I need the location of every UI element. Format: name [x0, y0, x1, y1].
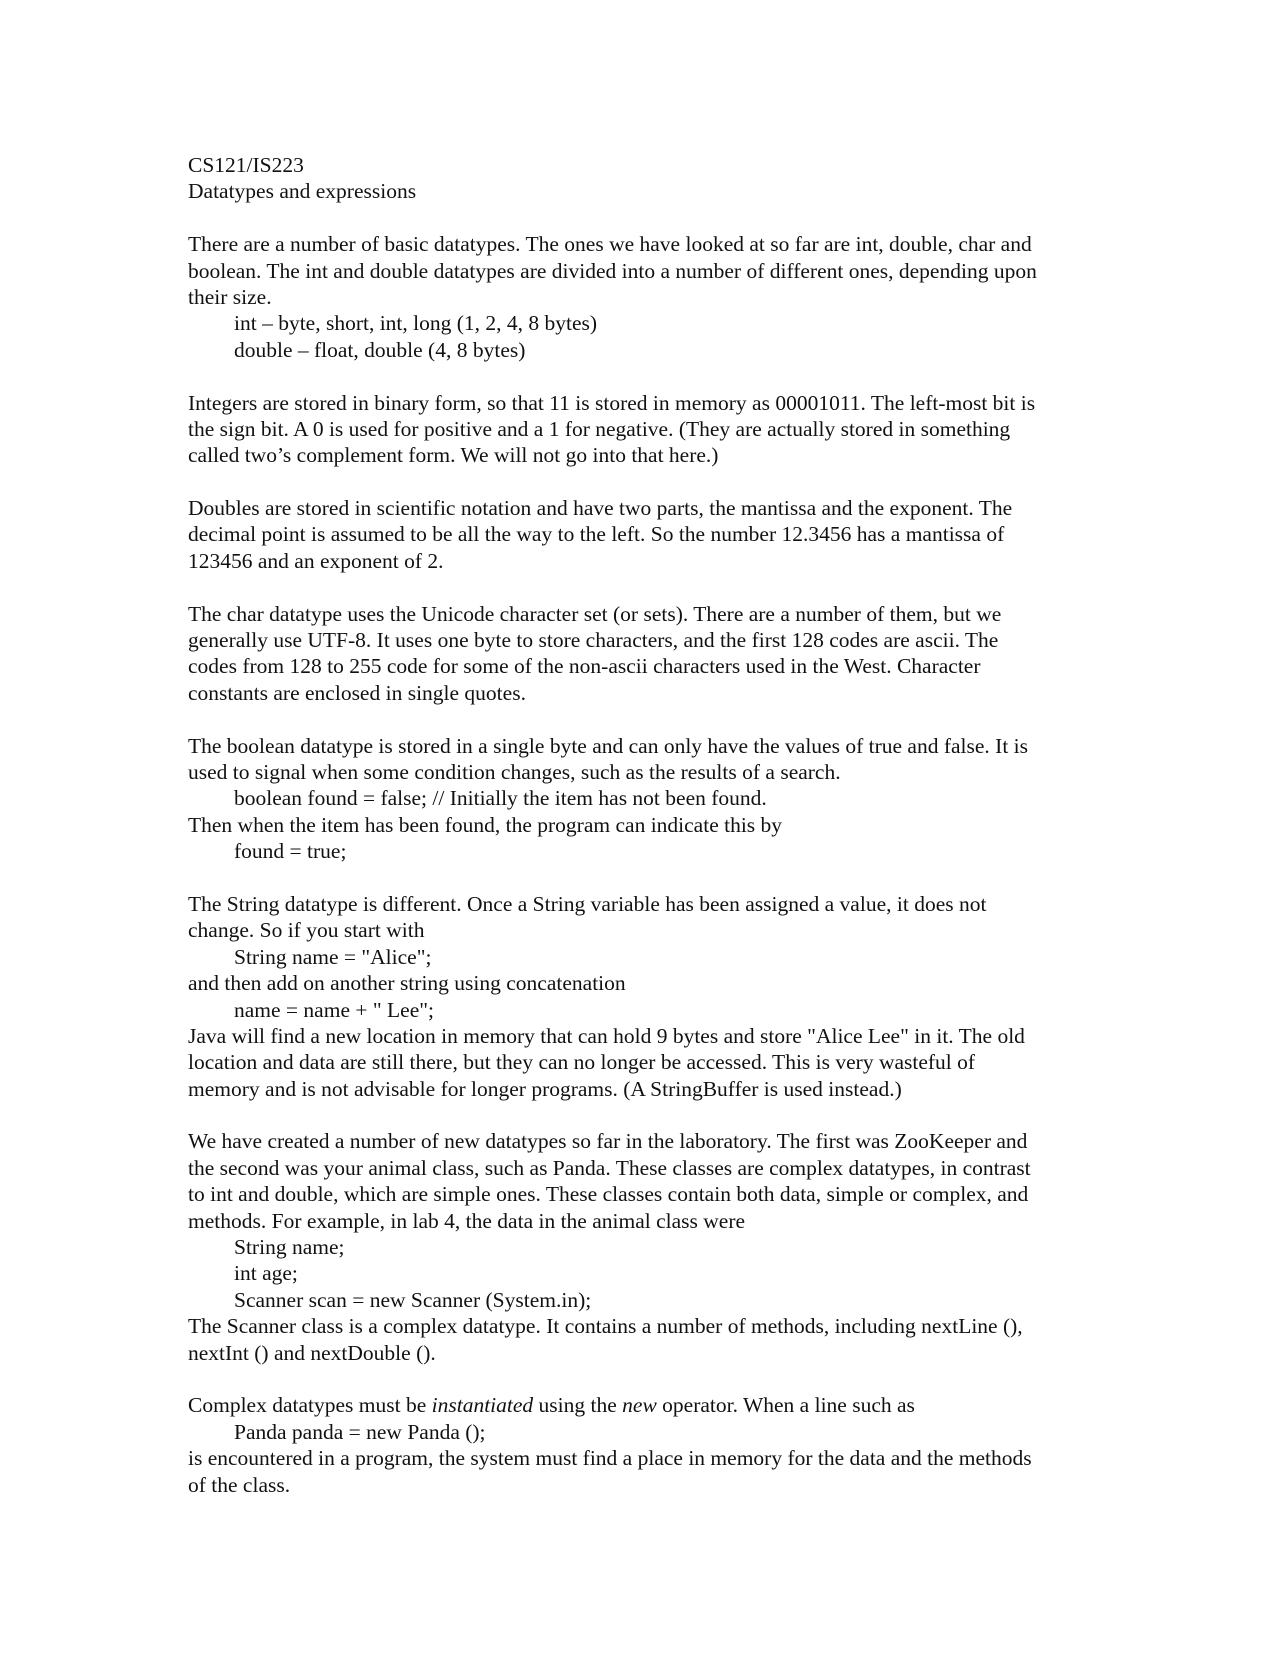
text-line: codes from 128 to 255 code for some of the non-ascii characters used in the West. Character — [188, 654, 981, 679]
text-line: and then add on another string using concatenation — [188, 971, 626, 996]
text-line: called two’s complement form. We will not go into that here.) — [188, 443, 719, 468]
course-code: CS121/IS223 — [188, 153, 304, 177]
spacer — [188, 706, 1108, 732]
text-line: of the class. — [188, 1472, 291, 1497]
text-run: operator. When a line such as — [656, 1393, 915, 1418]
text-line: is encountered in a program, the system must find a place in memory for the data and the methods — [188, 1446, 1032, 1471]
text-line: to int and double, which are simple ones. These classes contain both data, simple or complex, and — [188, 1182, 1029, 1207]
text-line: The char datatype uses the Unicode character set (or sets). There are a number of them, but we — [188, 601, 1002, 626]
spacer — [188, 865, 1108, 891]
code-line: String name = "Alice"; — [234, 944, 432, 969]
text-line: decimal point is assumed to be all the way to the left. So the number 12.3456 has a mantissa of — [188, 522, 1005, 547]
paragraph-boolean — [188, 733, 1108, 865]
text-line: location and data are still there, but they can no longer be accessed. This is very wasteful of — [188, 1050, 976, 1075]
italic-term-instantiated: instantiated — [431, 1393, 534, 1418]
text-line: nextInt () and nextDouble (). — [188, 1340, 436, 1365]
text-line: The String datatype is different. Once a String variable has been assigned a value, it does not — [188, 891, 987, 916]
text-line: used to signal when some condition changes, such as the results of a search. — [188, 759, 841, 784]
text-run: using the — [533, 1393, 623, 1418]
text-line: methods. For example, in lab 4, the data in the animal class were — [188, 1208, 746, 1233]
text-line: the second was your animal class, such as Panda. These classes are complex datatypes, in contrast — [188, 1155, 1031, 1180]
text-line: constants are enclosed in single quotes. — [188, 680, 526, 705]
code-line: name = name + " Lee"; — [234, 997, 434, 1022]
code-line: found = true; — [234, 839, 347, 864]
indented-line: double – float, double (4, 8 bytes) — [234, 337, 526, 362]
text-line — [188, 1392, 1108, 1418]
text-line: The Scanner class is a complex datatype. It contains a number of methods, including nextLine (), — [188, 1314, 1023, 1339]
spacer — [188, 363, 1108, 389]
text-line: boolean. The int and double datatypes are divided into a number of different ones, depending upon — [188, 258, 1037, 283]
paragraph-integers — [188, 390, 1108, 469]
spacer — [188, 205, 1108, 231]
text-line: change. So if you start with — [188, 918, 425, 943]
text-line: generally use UTF-8. It uses one byte to store characters, and the first 128 codes are ascii. The — [188, 628, 999, 653]
paragraph-string — [188, 891, 1108, 1102]
indented-line: int – byte, short, int, long (1, 2, 4, 8 bytes) — [234, 311, 598, 336]
code-line: Panda panda = new Panda (); — [234, 1419, 486, 1444]
text-line: the sign bit. A 0 is used for positive and a 1 for negative. (They are actually stored in something — [188, 416, 1011, 441]
text-line: We have created a number of new datatypes so far in the laboratory. The first was ZooKeeper and — [188, 1129, 1028, 1154]
spacer — [188, 574, 1108, 600]
text-line: Java will find a new location in memory that can hold 9 bytes and store "Alice Lee" in it. The old — [188, 1023, 1025, 1048]
spacer — [188, 469, 1108, 495]
italic-term-new: new — [622, 1393, 657, 1418]
document-header — [188, 152, 1108, 205]
paragraph-basic-datatypes — [188, 231, 1108, 363]
text-line: their size. — [188, 284, 272, 309]
text-line: Doubles are stored in scientific notation and have two parts, the mantissa and the exponent. The — [188, 496, 1013, 521]
code-line: boolean found = false; // Initially the item has not been found. — [234, 786, 767, 811]
text-line: Then when the item has been found, the program can indicate this by — [188, 812, 783, 837]
text-run: Complex datatypes must be — [188, 1393, 432, 1418]
paragraph-instantiation — [188, 1392, 1108, 1498]
spacer — [188, 1366, 1108, 1392]
paragraph-char — [188, 601, 1108, 707]
text-line: memory and is not advisable for longer programs. (A StringBuffer is used instead.) — [188, 1076, 902, 1101]
paragraph-complex-datatypes — [188, 1128, 1108, 1366]
text-line: There are a number of basic datatypes. The ones we have looked at so far are int, double, char and — [188, 232, 1032, 257]
text-line: 123456 and an exponent of 2. — [188, 548, 444, 573]
paragraph-doubles — [188, 495, 1108, 574]
code-line: String name; — [234, 1235, 345, 1260]
text-line: The boolean datatype is stored in a single byte and can only have the values of true and false. It is — [188, 733, 1029, 758]
document-page — [188, 152, 1108, 1498]
code-line: Scanner scan = new Scanner (System.in); — [234, 1287, 592, 1312]
document-title: Datatypes and expressions — [188, 179, 417, 204]
spacer — [188, 1102, 1108, 1128]
text-line: Integers are stored in binary form, so that 11 is stored in memory as 00001011. The left-most bit is — [188, 390, 1036, 415]
code-line: int age; — [234, 1261, 298, 1286]
